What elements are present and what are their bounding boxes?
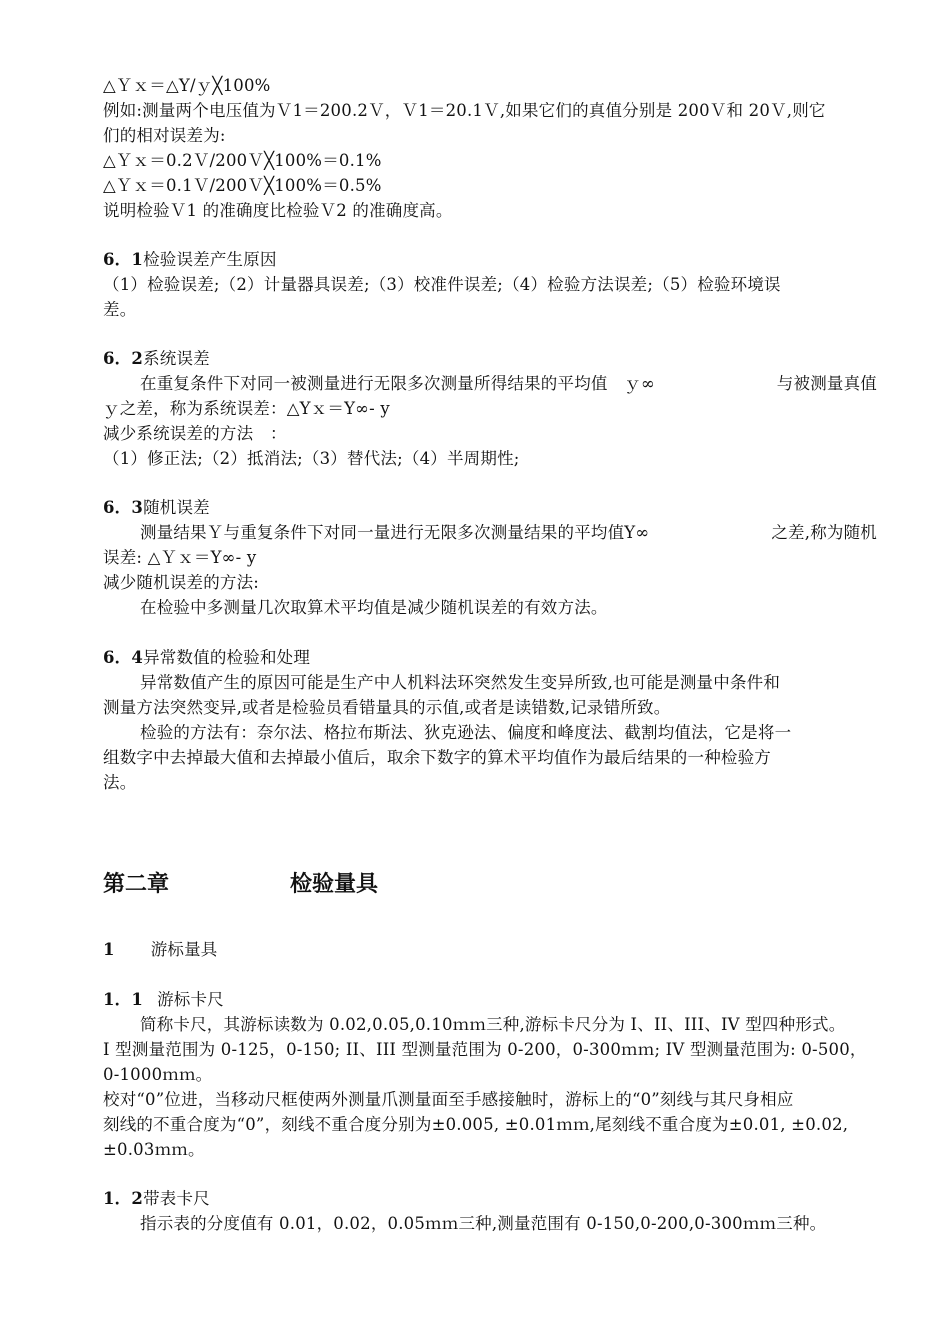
- paragraph-line: 刻线的不重合度为“0”，刻线不重合度分别为±0.005, ±0.01ｍｍ,尾刻线不重合度为±0.01, ±0.02,: [103, 1115, 849, 1134]
- section-number: 6．1: [103, 250, 144, 269]
- paragraph-line: ±0.03ｍｍ。: [103, 1140, 205, 1159]
- section-heading-1-2: [103, 1189, 210, 1209]
- paragraph-line: 法。: [103, 773, 137, 792]
- text-run: 在重复条件下对同一被测量进行无限多次测量所得结果的平均值 ｙ∞: [140, 374, 655, 393]
- paragraph-line: 异常数值产生的原因可能是生产中人机料法环突然发生变异所致,也可能是测量中条件和: [140, 673, 781, 692]
- text-run: 与被测量真值: [776, 374, 877, 393]
- chapter-title: 检验量具: [290, 872, 379, 897]
- paragraph-line: （1）修正法;（2）抵消法;（3）替代法;（4）半周期性;: [103, 449, 520, 468]
- paragraph-line: 组数字中去掉最大值和去掉最小值后，取余下数字的算术平均值作为最后结果的一种检验方: [103, 748, 771, 767]
- paragraph-line: 说明检验Ｖ1 的准确度比检验Ｖ2 的准确度高。: [103, 201, 453, 220]
- paragraph-line: 们的相对误差为:: [103, 126, 226, 145]
- chapter-label: 第二章: [103, 872, 170, 897]
- section-heading-6-2: [103, 349, 210, 369]
- section-number: 6．2: [103, 349, 144, 368]
- section-title: 带表卡尺: [143, 1189, 210, 1208]
- section-title: 检验误差产生原因: [143, 250, 277, 269]
- paragraph-line: 减少系统误差的方法 ：: [103, 424, 287, 443]
- paragraph-line: I 型测量范围为 0-125，0-150; II、III 型测量范围为 0-200，0-300ｍｍ; IV 型测量范围为: 0-500，: [103, 1040, 867, 1059]
- formula-random-error: 误差: △Ｙｘ＝Y∞- y: [103, 548, 257, 567]
- text-run: 之差,称为随机: [771, 523, 877, 542]
- paragraph-line: 测量方法突然变异,或者是检验员看错量具的示值,或者是读错数,记录错所致。: [103, 698, 671, 717]
- text-run: 测量结果Ｙ与重复条件下对同一量进行无限多次测量结果的平均值Y∞: [140, 523, 650, 542]
- section-number: 1: [103, 940, 115, 959]
- paragraph-line: 校对“0”位进，当移动尺框使两外测量爪测量面至手感接触时，游标上的“0”刻线与其尺身相应: [103, 1090, 794, 1109]
- section-heading-6-1: [103, 250, 277, 270]
- paragraph-line: [140, 374, 877, 394]
- paragraph-line: 差。: [103, 300, 137, 319]
- section-title: 随机误差: [143, 498, 210, 517]
- section-number: 1．2: [103, 1189, 144, 1208]
- section-title: 游标量具: [150, 940, 218, 959]
- paragraph-line: [140, 523, 877, 543]
- paragraph-line: （1）检验误差;（2）计量器具误差;（3）校准件误差;（4）检验方法误差;（5）检验环境误: [103, 275, 781, 294]
- formula-example-1: △Ｙｘ＝0.2Ｖ/200Ｖ╳100%＝0.1%: [103, 151, 382, 170]
- paragraph-line: 简称卡尺，其游标读数为 0.02,0.05,0.10ｍｍ三种,游标卡尺分为 I、II、III、IV 型四种形式。: [140, 1015, 846, 1034]
- section-heading-6-4: [103, 648, 310, 668]
- paragraph-line: 0-1000ｍｍ。: [103, 1065, 213, 1084]
- paragraph-line: 减少随机误差的方法:: [103, 573, 260, 592]
- section-heading-1: [103, 940, 218, 960]
- section-number: 1．1: [103, 990, 144, 1009]
- section-number: 6．4: [103, 648, 144, 667]
- formula-systematic-error: ｙ之差，称为系统误差：△Yｘ＝Y∞- y: [103, 399, 390, 418]
- section-heading-6-3: [103, 498, 210, 518]
- formula-relative-error: △Ｙｘ＝△Y/ｙ╳100%: [103, 76, 271, 95]
- section-title: 系统误差: [143, 349, 210, 368]
- formula-example-2: △Ｙｘ＝0.1Ｖ/200Ｖ╳100%＝0.5%: [103, 176, 382, 195]
- section-title: 异常数值的检验和处理: [143, 648, 311, 667]
- section-number: 6．3: [103, 498, 144, 517]
- paragraph-line: 例如:测量两个电压值为Ｖ1＝200.2Ｖ，Ｖ1＝20.1Ｖ,如果它们的真值分别是 200Ｖ和 20Ｖ,则它: [103, 101, 826, 120]
- section-title: 游标卡尺: [157, 990, 224, 1009]
- paragraph-line: 检验的方法有：奈尔法、格拉布斯法、狄克逊法、偏度和峰度法、截割均值法，它是将一: [140, 723, 792, 742]
- paragraph-line: 指示表的分度值有 0.01，0.02，0.05ｍｍ三种,测量范围有 0-150,0-200,0-300ｍｍ三种。: [140, 1214, 827, 1233]
- paragraph-line: 在检验中多测量几次取算术平均值是减少随机误差的有效方法。: [140, 598, 608, 617]
- section-heading-1-1: [103, 990, 224, 1010]
